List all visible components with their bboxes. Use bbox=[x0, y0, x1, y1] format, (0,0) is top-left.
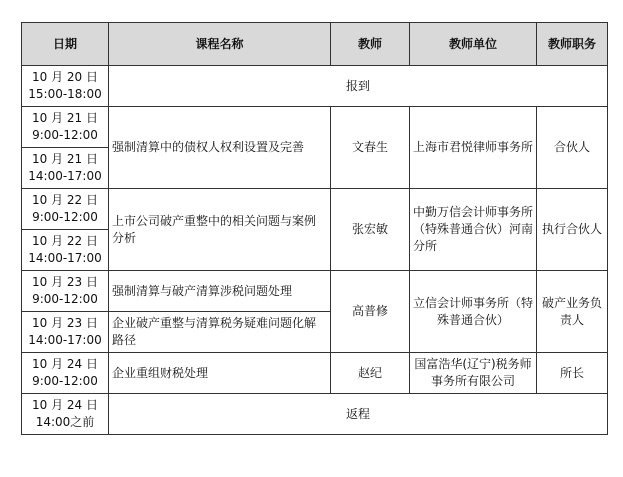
date-cell bbox=[22, 312, 109, 353]
table-row bbox=[22, 189, 608, 230]
unit-cell: 立信会计师事务所（特殊普通合伙） bbox=[410, 271, 537, 353]
table-row bbox=[22, 66, 608, 107]
header-position: 教师职务 bbox=[537, 23, 608, 66]
course-cell: 强制清算中的债权人权利设置及完善 bbox=[109, 107, 331, 189]
schedule-table bbox=[21, 22, 608, 435]
header-date: 日期 bbox=[22, 23, 109, 66]
table-row bbox=[22, 394, 608, 435]
header-row bbox=[22, 23, 608, 66]
position-cell: 合伙人 bbox=[537, 107, 608, 189]
date-day: 10 月 24 日 bbox=[32, 398, 98, 412]
unit-cell: 中勤万信会计师事务所（特殊普通合伙）河南分所 bbox=[410, 189, 537, 271]
date-day: 10 月 21 日 bbox=[32, 111, 98, 125]
table-row bbox=[22, 353, 608, 394]
date-day: 10 月 22 日 bbox=[32, 234, 98, 248]
header-course: 课程名称 bbox=[109, 23, 331, 66]
date-time: 14:00-17:00 bbox=[28, 169, 102, 183]
date-day: 10 月 23 日 bbox=[32, 316, 98, 330]
unit-cell: 上海市君悦律师事务所 bbox=[410, 107, 537, 189]
date-day: 10 月 21 日 bbox=[32, 152, 98, 166]
teacher-cell: 高普修 bbox=[331, 271, 410, 353]
position-cell: 执行合伙人 bbox=[537, 189, 608, 271]
date-cell bbox=[22, 394, 109, 435]
date-day: 10 月 23 日 bbox=[32, 275, 98, 289]
date-cell bbox=[22, 353, 109, 394]
date-time: 9:00-12:00 bbox=[32, 374, 98, 388]
header-unit: 教师单位 bbox=[410, 23, 537, 66]
table-row bbox=[22, 107, 608, 148]
course-cell: 企业重组财税处理 bbox=[109, 353, 331, 394]
header-teacher: 教师 bbox=[331, 23, 410, 66]
registration-cell: 报到 bbox=[109, 66, 608, 107]
return-cell: 返程 bbox=[109, 394, 608, 435]
date-time: 14:00-17:00 bbox=[28, 333, 102, 347]
position-cell: 破产业务负责人 bbox=[537, 271, 608, 353]
position-cell: 所长 bbox=[537, 353, 608, 394]
date-day: 10 月 24 日 bbox=[32, 357, 98, 371]
date-time: 9:00-12:00 bbox=[32, 292, 98, 306]
date-cell bbox=[22, 271, 109, 312]
teacher-cell: 文春生 bbox=[331, 107, 410, 189]
teacher-cell: 张宏敏 bbox=[331, 189, 410, 271]
course-cell: 企业破产重整与清算税务疑难问题化解路径 bbox=[109, 312, 331, 353]
date-cell bbox=[22, 107, 109, 148]
teacher-cell: 赵纪 bbox=[331, 353, 410, 394]
date-cell bbox=[22, 148, 109, 189]
date-time: 15:00-18:00 bbox=[28, 87, 102, 101]
course-cell: 强制清算与破产清算涉税问题处理 bbox=[109, 271, 331, 312]
course-cell: 上市公司破产重整中的相关问题与案例分析 bbox=[109, 189, 331, 271]
date-cell bbox=[22, 66, 109, 107]
date-time: 14:00之前 bbox=[35, 415, 95, 429]
date-day: 10 月 20 日 bbox=[32, 70, 98, 84]
date-cell bbox=[22, 189, 109, 230]
date-time: 14:00-17:00 bbox=[28, 251, 102, 265]
date-time: 9:00-12:00 bbox=[32, 128, 98, 142]
date-cell bbox=[22, 230, 109, 271]
table-row bbox=[22, 271, 608, 312]
date-time: 9:00-12:00 bbox=[32, 210, 98, 224]
date-day: 10 月 22 日 bbox=[32, 193, 98, 207]
unit-cell: 国富浩华(辽宁)税务师事务所有限公司 bbox=[410, 353, 537, 394]
